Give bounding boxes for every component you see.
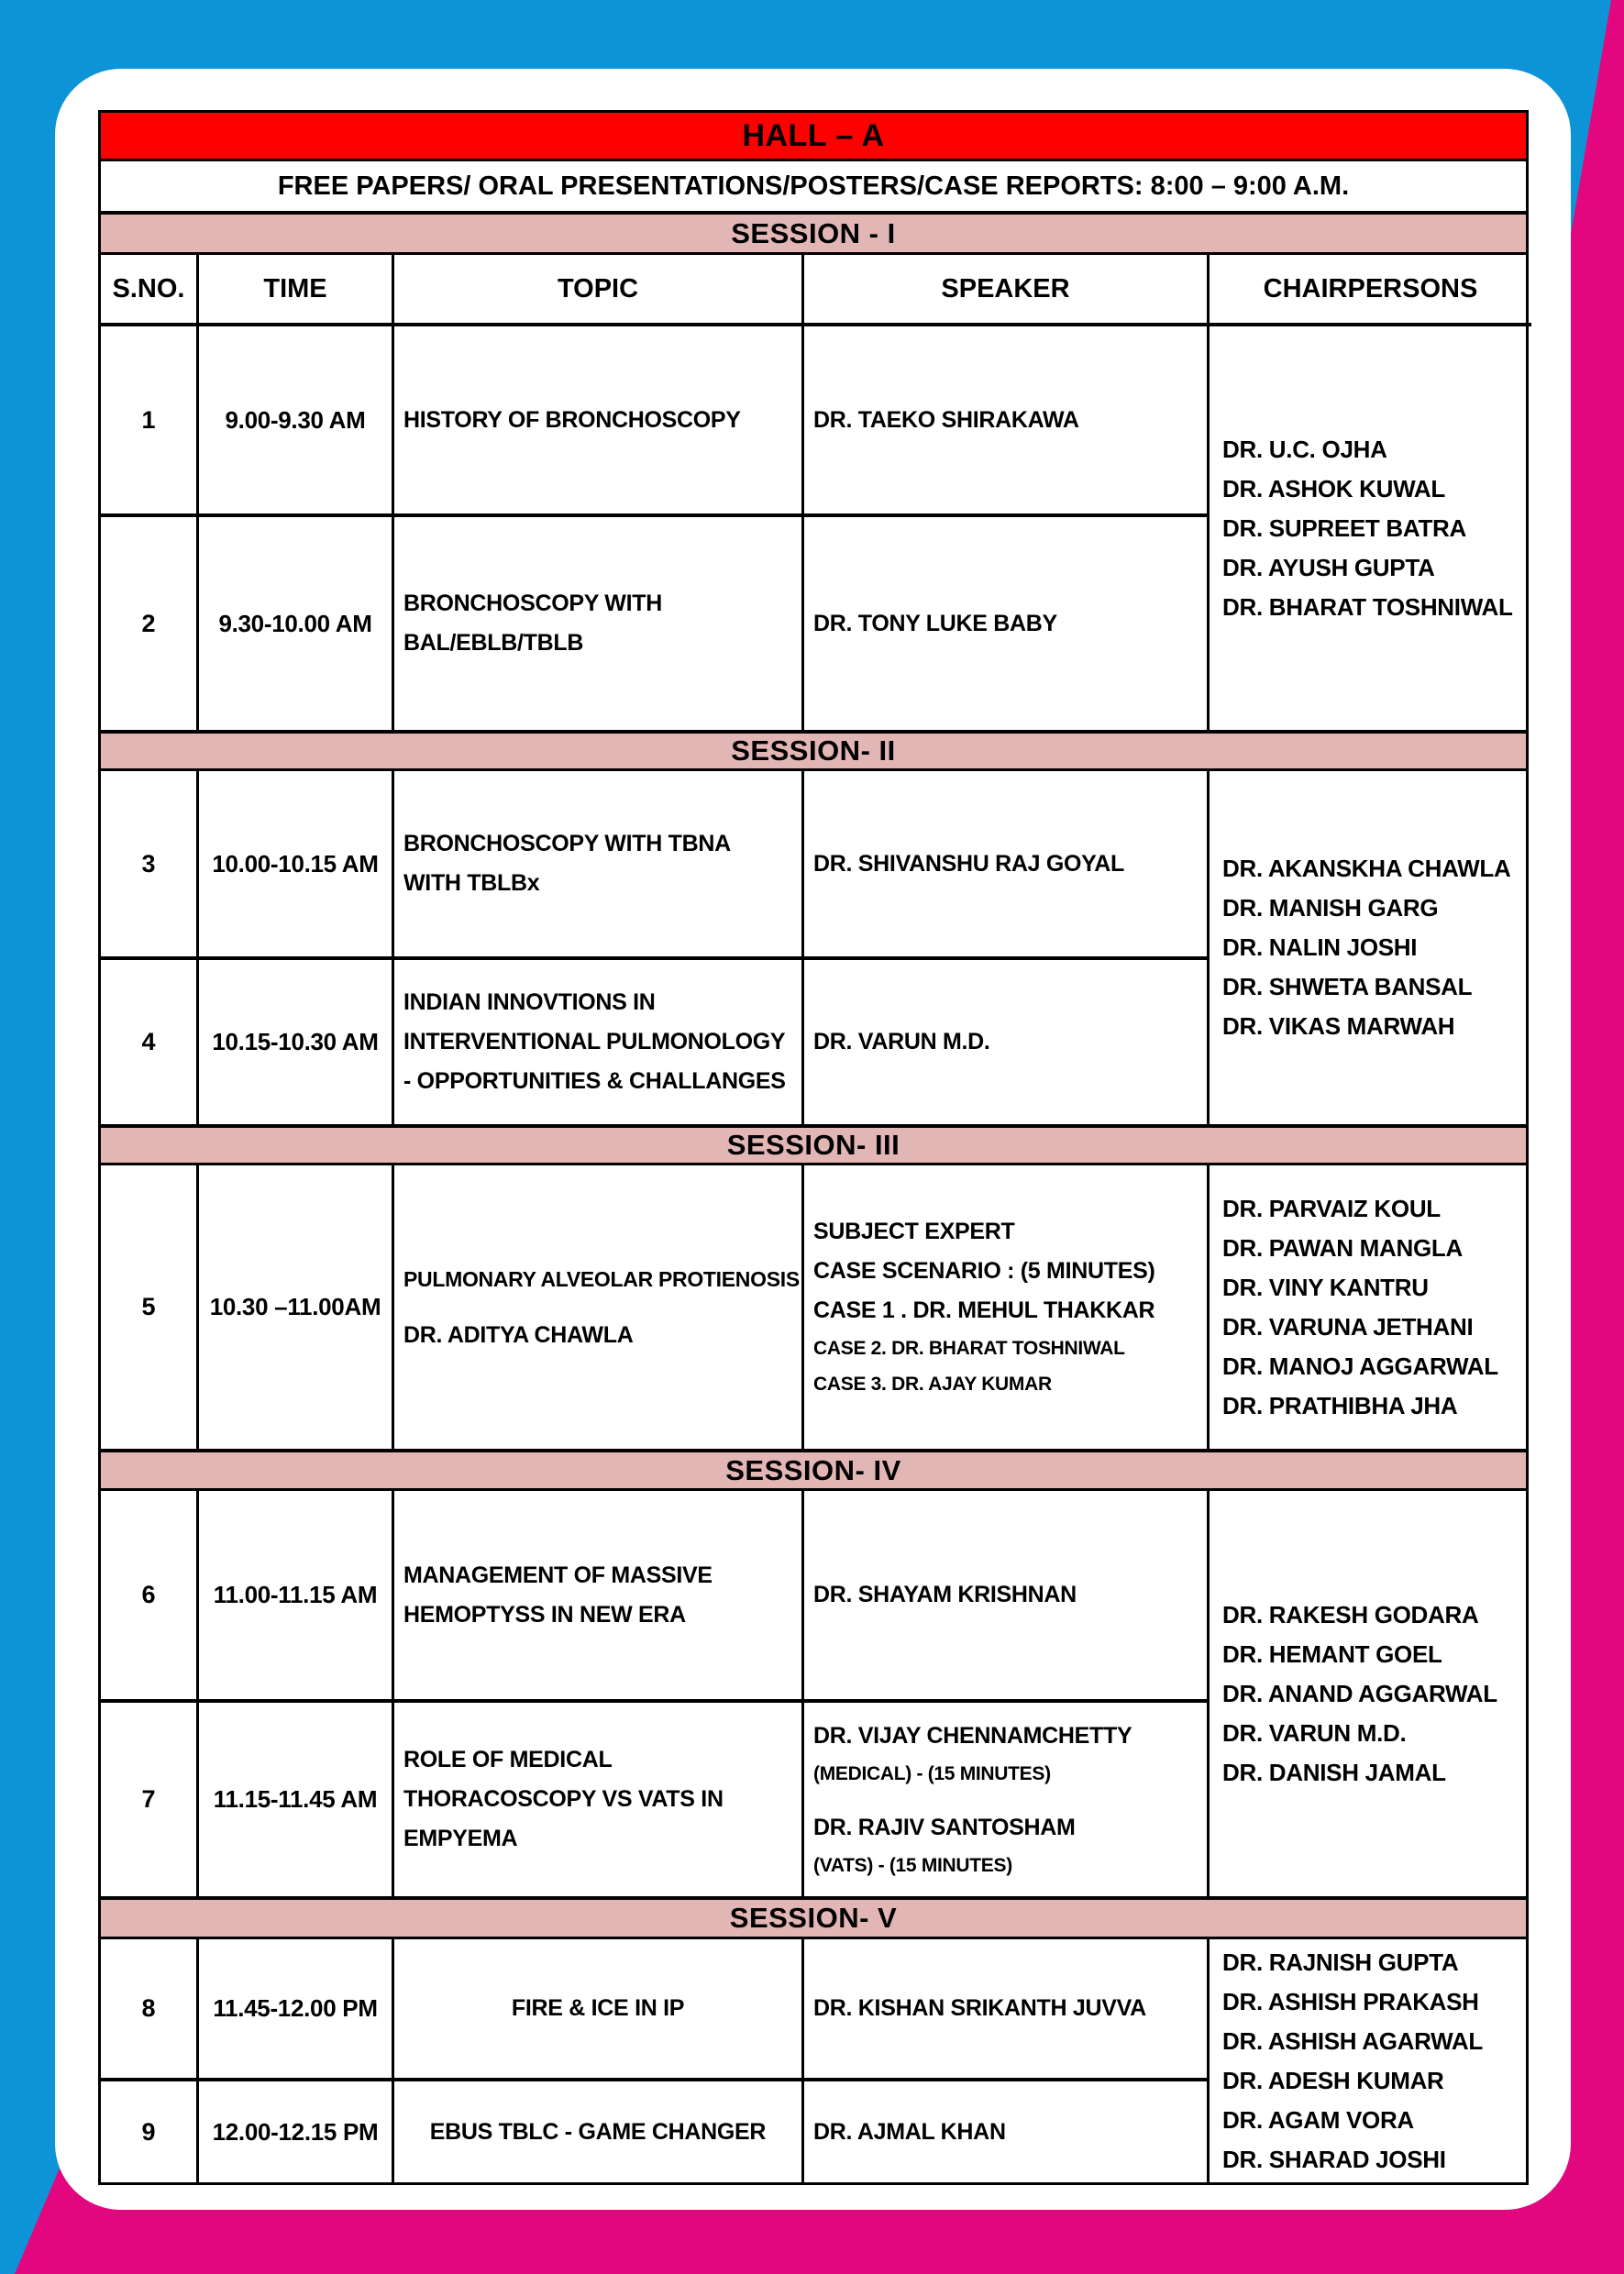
chairperson-name: DR. RAKESH GODARA <box>1222 1600 1479 1628</box>
chairperson-name: DR. MANOJ AGGARWAL <box>1222 1352 1498 1380</box>
session-block <box>101 1491 1526 1896</box>
column-header-row <box>101 255 1526 326</box>
row-serial-number: 9 <box>101 2078 199 2182</box>
chairperson-name: DR. ASHISH AGARWAL <box>1222 2026 1483 2055</box>
column-header: TIME <box>199 255 394 326</box>
row-speaker <box>804 513 1210 730</box>
column-header: S.NO. <box>101 255 199 326</box>
chairperson-name: DR. U.C. OJHA <box>1222 435 1387 463</box>
topic-line: MANAGEMENT OF MASSIVE <box>403 1562 713 1588</box>
speaker-line: (VATS) - (15 MINUTES) <box>813 1854 1012 1876</box>
speaker-line: DR. SHAYAM KRISHNAN <box>813 1582 1077 1607</box>
topic-line: INTERVENTIONAL PULMONOLOGY <box>403 1029 786 1054</box>
speaker-line: DR. SHIVANSHU RAJ GOYAL <box>813 850 1124 877</box>
speaker-line: SUBJECT EXPERT <box>813 1219 1015 1244</box>
chairperson-name: DR. AGAM VORA <box>1222 2105 1414 2134</box>
session-chairpersons <box>1210 1491 1531 1896</box>
session-chairpersons <box>1210 1939 1531 2182</box>
row-serial-number: 1 <box>101 326 199 513</box>
chairperson-name: DR. BHARAT TOSHNIWAL <box>1222 592 1513 621</box>
speaker-line: CASE 1 . DR. MEHUL THAKKAR <box>813 1297 1155 1323</box>
row-topic <box>394 326 804 513</box>
chairperson-name: DR. VARUN M.D. <box>1222 1718 1407 1747</box>
row-serial-number: 7 <box>101 1699 199 1896</box>
topic-line: - OPPORTUNITIES & CHALLANGES <box>403 1068 786 1094</box>
topic-line: INDIAN INNOVTIONS IN <box>403 989 656 1015</box>
session-title-bar: SESSION - I <box>101 211 1526 255</box>
speaker-line: DR. RAJIV SANTOSHAM <box>813 1814 1076 1840</box>
session-chairpersons <box>1210 1165 1531 1449</box>
table-body <box>101 211 1526 2182</box>
chairperson-name: DR. PRATHIBHA JHA <box>1222 1391 1458 1419</box>
session-title-bar: SESSION- III <box>101 1124 1526 1165</box>
row-time: 11.00-11.15 AM <box>199 1491 394 1699</box>
column-header: CHAIRPERSONS <box>1210 255 1531 326</box>
chairperson-name: DR. HEMANT GOEL <box>1222 1639 1442 1668</box>
speaker-line: DR. AJMAL KHAN <box>813 2118 1006 2145</box>
row-time: 9.00-9.30 AM <box>199 326 394 513</box>
topic-line: HISTORY OF BRONCHOSCOPY <box>403 406 741 433</box>
topic-line: BRONCHOSCOPY WITH TBNA <box>403 831 731 856</box>
row-time: 9.30-10.00 AM <box>199 513 394 730</box>
topic-line: ROLE OF MEDICAL <box>403 1747 613 1772</box>
topic-line: THORACOSCOPY VS VATS IN <box>403 1786 724 1812</box>
row-serial-number: 3 <box>101 771 199 956</box>
chairperson-name: DR. ANAND AGGARWAL <box>1222 1679 1497 1707</box>
row-serial-number: 6 <box>101 1491 199 1699</box>
row-serial-number: 8 <box>101 1939 199 2078</box>
speaker-line: CASE 2. DR. BHARAT TOSHNIWAL <box>813 1338 1125 1359</box>
chairperson-name: DR. PARVAIZ KOUL <box>1222 1194 1441 1222</box>
row-speaker <box>804 2078 1210 2182</box>
chairperson-name: DR. SHWETA BANSAL <box>1222 973 1473 1000</box>
chairperson-name: DR. ADESH KUMAR <box>1222 2066 1444 2094</box>
chairperson-name: DR. AKANSKHA CHAWLA <box>1222 855 1511 882</box>
row-time: 10.00-10.15 AM <box>199 771 394 956</box>
row-topic <box>394 1491 804 1699</box>
row-topic <box>394 2078 804 2182</box>
column-header: TOPIC <box>394 255 804 326</box>
session-chairpersons <box>1210 326 1531 730</box>
session-block <box>101 326 1526 730</box>
speaker-line: CASE 3. DR. AJAY KUMAR <box>813 1374 1052 1395</box>
row-time: 11.45-12.00 PM <box>199 1939 394 2078</box>
row-serial-number: 2 <box>101 513 199 730</box>
row-topic <box>394 1165 804 1449</box>
speaker-line: DR. TONY LUKE BABY <box>813 610 1057 636</box>
chairperson-name: DR. AYUSH GUPTA <box>1222 553 1435 581</box>
speaker-line: DR. VARUN M.D. <box>813 1029 990 1054</box>
session-title-bar: SESSION- II <box>101 730 1526 771</box>
topic-line: HEMOPTYSS IN NEW ERA <box>403 1601 686 1628</box>
speaker-line: DR. VIJAY CHENNAMCHETTY <box>813 1722 1132 1749</box>
session-title-bar: SESSION- IV <box>101 1449 1526 1491</box>
row-serial-number: 4 <box>101 956 199 1124</box>
row-time: 12.00-12.15 PM <box>199 2078 394 2182</box>
chairperson-name: DR. NALIN JOSHI <box>1222 933 1418 961</box>
row-time: 11.15-11.45 AM <box>199 1699 394 1896</box>
chairperson-name: DR. VARUNA JETHANI <box>1222 1312 1474 1341</box>
chairperson-name: DR. VIKAS MARWAH <box>1222 1012 1455 1040</box>
session-block <box>101 1165 1526 1449</box>
session-block <box>101 771 1526 1124</box>
row-topic <box>394 513 804 730</box>
row-speaker <box>804 1491 1210 1699</box>
column-header: SPEAKER <box>804 255 1210 326</box>
chairperson-name: DR. PAWAN MANGLA <box>1222 1233 1463 1262</box>
topic-line: PULMONARY ALVEOLAR PROTIENOSIS <box>403 1266 800 1291</box>
topic-line: FIRE & ICE IN IP <box>511 1995 685 2021</box>
speaker-line: DR. TAEKO SHIRAKAWA <box>813 406 1079 433</box>
row-speaker <box>804 1939 1210 2078</box>
schedule-subtitle: FREE PAPERS/ ORAL PRESENTATIONS/POSTERS/CASE REPORTS: 8:00 – 9:00 A.M. <box>101 161 1526 211</box>
schedule-table <box>98 110 1529 2185</box>
topic-line: BRONCHOSCOPY WITH <box>403 591 662 616</box>
chairperson-name: DR. ASHOK KUWAL <box>1222 474 1445 502</box>
session-title-bar: SESSION- V <box>101 1896 1526 1939</box>
chairperson-name: DR. ASHISH PRAKASH <box>1222 1987 1479 2015</box>
row-topic <box>394 771 804 956</box>
chairperson-name: DR. SUPREET BATRA <box>1222 513 1466 542</box>
speaker-line: CASE SCENARIO : (5 MINUTES) <box>813 1258 1155 1284</box>
chairperson-name: DR. VINY KANTRU <box>1222 1273 1429 1301</box>
row-speaker <box>804 1165 1210 1449</box>
speaker-line: DR. KISHAN SRIKANTH JUVVA <box>813 1995 1146 2021</box>
row-time: 10.30 –11.00AM <box>199 1165 394 1449</box>
row-speaker <box>804 771 1210 956</box>
row-speaker <box>804 326 1210 513</box>
chairperson-name: DR. SHARAD JOSHI <box>1222 2145 1446 2173</box>
row-serial-number: 5 <box>101 1165 199 1449</box>
topic-line-gap <box>403 1299 798 1316</box>
session-block <box>101 1939 1526 2182</box>
schedule-card <box>55 69 1571 2210</box>
row-time: 10.15-10.30 AM <box>199 956 394 1124</box>
session-chairpersons <box>1210 771 1531 1124</box>
row-speaker <box>804 1699 1210 1896</box>
speaker-line: (MEDICAL) - (15 MINUTES) <box>813 1762 1051 1784</box>
speaker-line-gap <box>813 1792 1203 1808</box>
row-speaker <box>804 956 1210 1124</box>
topic-line: BAL/EBLB/TBLB <box>403 630 584 656</box>
row-topic <box>394 1699 804 1896</box>
row-topic <box>394 1939 804 2078</box>
chairperson-name: DR. DANISH JAMAL <box>1222 1758 1446 1786</box>
hall-title: HALL – A <box>101 113 1526 161</box>
topic-line: EBUS TBLC - GAME CHANGER <box>429 2118 767 2145</box>
chairperson-name: DR. RAJNISH GUPTA <box>1222 1948 1459 1976</box>
topic-line: EMPYEMA <box>403 1826 518 1851</box>
chairperson-name: DR. MANISH GARG <box>1222 894 1439 922</box>
topic-line: WITH TBLBx <box>403 870 540 896</box>
topic-line: DR. ADITYA CHAWLA <box>403 1321 634 1348</box>
row-topic <box>394 956 804 1124</box>
